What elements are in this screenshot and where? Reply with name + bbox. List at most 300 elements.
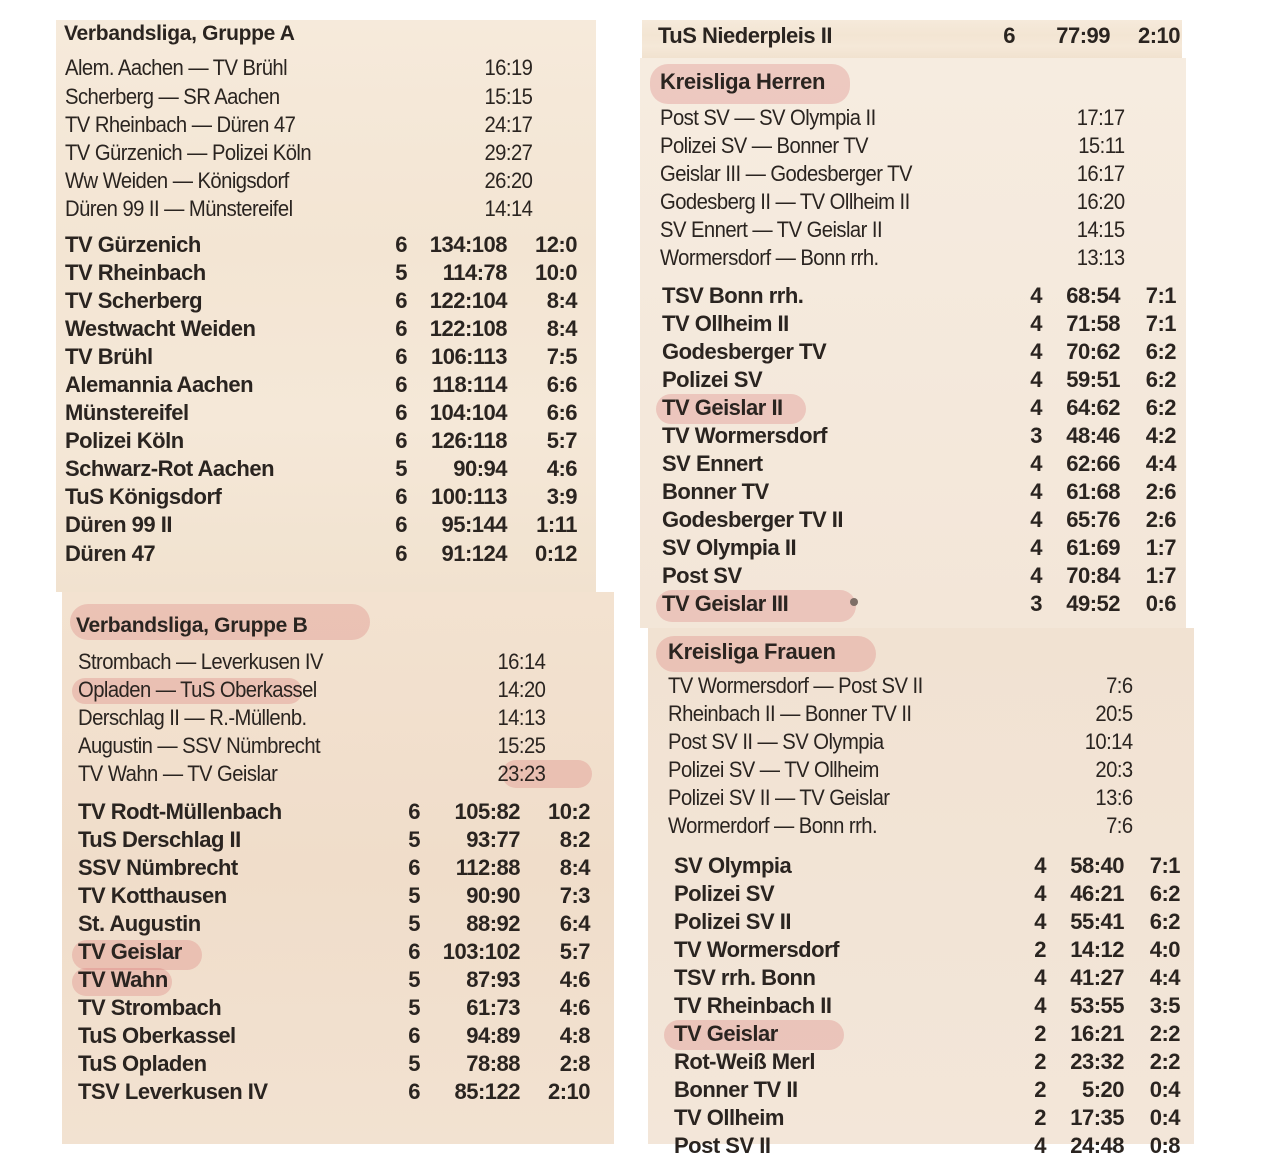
team-name: TV Ollheim xyxy=(674,1105,784,1130)
standings-row xyxy=(662,366,1176,394)
team-name: St. Augustin xyxy=(78,911,201,936)
team-name: TSV Bonn rrh. xyxy=(662,283,804,308)
team-name: TV Rheinbach xyxy=(65,260,206,285)
match-label: Düren 99 II — Münstereifel xyxy=(65,196,293,221)
goals-ratio: 46:21 xyxy=(1070,881,1124,906)
goals-ratio: 93:77 xyxy=(466,827,520,852)
match-label: Alem. Aachen — TV Brühl xyxy=(65,55,288,80)
points: 0:4 xyxy=(1149,1105,1180,1130)
match-label: Wormerdorf — Bonn rrh. xyxy=(668,813,878,838)
match-label: Polizei SV — TV Ollheim xyxy=(668,757,879,782)
points: 4:6 xyxy=(559,967,590,992)
match-score: 14:14 xyxy=(484,196,533,221)
goals-ratio: 65:76 xyxy=(1066,507,1120,532)
goals-ratio: 90:90 xyxy=(466,883,520,908)
points: 1:7 xyxy=(1145,563,1176,588)
result-row xyxy=(660,188,1125,216)
standings-row xyxy=(78,1078,590,1106)
points: 6:4 xyxy=(559,911,590,936)
team-name: Westwacht Weiden xyxy=(65,316,256,341)
goals-ratio: 64:62 xyxy=(1066,395,1120,420)
match-label: Post SV II — SV Olympia xyxy=(668,729,884,754)
standings-row xyxy=(662,506,1176,534)
games-played: 6 xyxy=(395,316,407,341)
team-name: Düren 99 II xyxy=(65,512,172,537)
goals-ratio: 122:108 xyxy=(429,316,507,341)
points: 8:4 xyxy=(546,288,577,313)
goals-ratio: 90:94 xyxy=(453,456,507,481)
result-row xyxy=(65,83,532,111)
standings-row xyxy=(78,938,590,966)
match-score: 20:3 xyxy=(1095,757,1133,782)
points: 2:6 xyxy=(1145,479,1176,504)
team-name: TV Geislar xyxy=(78,939,182,964)
points: 4:6 xyxy=(546,456,577,481)
points: 5:7 xyxy=(546,428,577,453)
games-played: 6 xyxy=(408,799,420,824)
team-name: TV Ollheim II xyxy=(662,311,789,336)
standings-row xyxy=(662,562,1176,590)
section-heading: Verbandsliga, Gruppe B xyxy=(76,614,308,637)
team-name: TuS Derschlag II xyxy=(78,827,241,852)
games-played: 4 xyxy=(1030,563,1042,588)
match-label: Scherberg — SR Aachen xyxy=(65,84,280,109)
result-row xyxy=(668,784,1133,812)
points: 6:2 xyxy=(1145,367,1176,392)
team-name: SV Ennert xyxy=(662,451,763,476)
match-score: 24:17 xyxy=(484,112,533,137)
match-label: TV Wormersdorf — Post SV II xyxy=(668,673,923,698)
goals-ratio: 88:92 xyxy=(466,911,520,936)
goals-ratio: 61:73 xyxy=(466,995,520,1020)
games-played: 6 xyxy=(395,400,407,425)
standings-row xyxy=(78,910,590,938)
points: 6:2 xyxy=(1145,395,1176,420)
clipping-gruppe-a xyxy=(56,20,596,592)
match-label: Opladen — TuS Oberkassel xyxy=(78,677,317,702)
standings-row xyxy=(662,590,1176,618)
clipping-kreisliga-frauen xyxy=(648,628,1194,1158)
games-played: 6 xyxy=(395,541,407,566)
standings-row xyxy=(78,826,590,854)
standings-row xyxy=(65,511,577,539)
match-label: TV Gürzenich — Polizei Köln xyxy=(65,140,312,165)
games-played: 3 xyxy=(1030,423,1042,448)
games-played: 6 xyxy=(395,344,407,369)
games-played: 2 xyxy=(1034,1021,1046,1046)
match-label: Rheinbach II — Bonner TV II xyxy=(668,701,912,726)
standings-row xyxy=(78,882,590,910)
points: 7:5 xyxy=(546,344,577,369)
games-played: 4 xyxy=(1030,479,1042,504)
standings-row xyxy=(65,483,577,511)
games-played: 6 xyxy=(408,1079,420,1104)
games-played: 4 xyxy=(1030,535,1042,560)
goals-ratio: 16:21 xyxy=(1070,1021,1124,1046)
result-row xyxy=(668,672,1133,700)
result-row xyxy=(65,195,532,223)
team-name: Schwarz-Rot Aachen xyxy=(65,456,275,481)
games-played: 4 xyxy=(1030,339,1042,364)
points: 8:4 xyxy=(559,855,590,880)
match-label: Derschlag II — R.-Müllenb. xyxy=(78,705,307,730)
team-name: TV Geislar III xyxy=(662,591,789,616)
team-name: Polizei Köln xyxy=(65,428,184,453)
team-name: Post SV II xyxy=(674,1133,771,1158)
standings-row xyxy=(65,231,577,259)
points: 2:2 xyxy=(1149,1021,1180,1046)
goals-ratio: 41:27 xyxy=(1070,965,1124,990)
match-label: Polizei SV II — TV Geislar xyxy=(668,785,890,810)
goals-ratio: 14:12 xyxy=(1070,937,1124,962)
points: 0:4 xyxy=(1149,1077,1180,1102)
standings-row xyxy=(662,478,1176,506)
match-label: Polizei SV — Bonner TV xyxy=(660,133,868,158)
match-score: 16:17 xyxy=(1076,161,1125,186)
goals-ratio: 48:46 xyxy=(1066,423,1120,448)
match-score: 13:13 xyxy=(1076,245,1125,270)
match-score: 15:25 xyxy=(497,733,546,758)
team-name: TuS Opladen xyxy=(78,1051,207,1076)
team-name: TSV Leverkusen IV xyxy=(78,1079,268,1104)
games-played: 4 xyxy=(1034,881,1046,906)
standings-row xyxy=(662,338,1176,366)
games-played: 6 xyxy=(395,512,407,537)
goals-ratio: 58:40 xyxy=(1070,853,1124,878)
team-name: SV Olympia II xyxy=(662,535,797,560)
points: 6:2 xyxy=(1149,881,1180,906)
result-row xyxy=(660,160,1125,188)
standings-row xyxy=(662,394,1176,422)
team-name: Münstereifel xyxy=(65,400,189,425)
goals-ratio: 94:89 xyxy=(466,1023,520,1048)
games-played: 5 xyxy=(408,827,420,852)
result-row xyxy=(78,648,545,676)
games-played: 4 xyxy=(1034,993,1046,1018)
team-name: Post SV xyxy=(662,563,742,588)
goals-ratio: 23:32 xyxy=(1070,1049,1124,1074)
result-row xyxy=(78,704,545,732)
goals-ratio: 49:52 xyxy=(1066,591,1120,616)
points: 1:11 xyxy=(536,512,577,537)
points: 3:5 xyxy=(1149,993,1180,1018)
team-name: TV Wormersdorf xyxy=(662,423,827,448)
points: 1:7 xyxy=(1145,535,1176,560)
standings-row xyxy=(674,1104,1180,1132)
goals-ratio: 70:62 xyxy=(1066,339,1120,364)
points: 7:3 xyxy=(559,883,590,908)
result-row xyxy=(668,728,1133,756)
points: 3:9 xyxy=(546,484,577,509)
team-name: Alemannia Aachen xyxy=(65,372,254,397)
goals-ratio: 134:108 xyxy=(429,232,507,257)
standings-row xyxy=(65,540,577,568)
points: 2:8 xyxy=(559,1051,590,1076)
standings-row xyxy=(78,798,590,826)
team-name: Bonner TV xyxy=(662,479,769,504)
match-score: 13:6 xyxy=(1095,785,1133,810)
section-heading: Verbandsliga, Gruppe A xyxy=(64,22,295,45)
match-score: 15:15 xyxy=(484,84,533,109)
match-score: 29:27 xyxy=(484,140,533,165)
goals-ratio: 71:58 xyxy=(1066,311,1120,336)
points: 2:2 xyxy=(1149,1049,1180,1074)
goals-ratio: 105:82 xyxy=(454,799,520,824)
goals-ratio: 5:20 xyxy=(1081,1077,1124,1102)
goals-ratio: 87:93 xyxy=(466,967,520,992)
clipping-top-row xyxy=(642,20,1182,58)
standings-row xyxy=(65,287,577,315)
team-name: TV Kotthausen xyxy=(78,883,227,908)
goals-ratio: 106:113 xyxy=(430,344,507,369)
match-label: Post SV — SV Olympia II xyxy=(660,105,876,130)
points: 2:10 xyxy=(1137,23,1180,48)
points: 6:2 xyxy=(1145,339,1176,364)
standings-row xyxy=(674,964,1180,992)
team-name: TuS Königsdorf xyxy=(65,484,222,509)
goals-ratio: 78:88 xyxy=(466,1051,520,1076)
clipping-kreisliga-herren xyxy=(640,58,1186,628)
result-row xyxy=(668,700,1133,728)
games-played: 6 xyxy=(408,1023,420,1048)
team-name: SSV Nümbrecht xyxy=(78,855,238,880)
goals-ratio: 24:48 xyxy=(1070,1133,1124,1158)
goals-ratio: 126:118 xyxy=(430,428,507,453)
goals-ratio: 122:104 xyxy=(429,288,507,313)
points: 4:4 xyxy=(1145,451,1176,476)
games-played: 6 xyxy=(395,484,407,509)
games-played: 6 xyxy=(395,232,407,257)
games-played: 5 xyxy=(408,995,420,1020)
goals-ratio: 68:54 xyxy=(1066,283,1120,308)
points: 12:0 xyxy=(534,232,577,257)
team-name: TV Scherberg xyxy=(65,288,203,313)
games-played: 6 xyxy=(1003,23,1015,48)
match-score: 17:17 xyxy=(1076,105,1125,130)
standings-row xyxy=(65,455,577,483)
points: 0:8 xyxy=(1149,1133,1180,1158)
games-played: 4 xyxy=(1030,395,1042,420)
match-label: TV Rheinbach — Düren 47 xyxy=(65,112,296,137)
match-label: TV Wahn — TV Geislar xyxy=(78,761,278,786)
goals-ratio: 103:102 xyxy=(442,939,520,964)
team-name: TV Wormersdorf xyxy=(674,937,839,962)
result-row xyxy=(65,54,532,82)
games-played: 3 xyxy=(1030,591,1042,616)
points: 10:0 xyxy=(534,260,577,285)
goals-ratio: 61:68 xyxy=(1066,479,1120,504)
goals-ratio: 95:144 xyxy=(441,512,507,537)
team-name: TV Gürzenich xyxy=(65,232,201,257)
team-name: Polizei SV xyxy=(674,881,775,906)
standings-row xyxy=(662,282,1176,310)
games-played: 5 xyxy=(408,967,420,992)
goals-ratio: 77:99 xyxy=(1056,23,1110,48)
team-name: Rot-Weiß Merl xyxy=(674,1049,815,1074)
games-played: 4 xyxy=(1030,451,1042,476)
games-played: 4 xyxy=(1030,283,1042,308)
team-name: TV Rodt-Müllenbach xyxy=(78,799,282,824)
match-score: 7:6 xyxy=(1106,673,1133,698)
standings-row xyxy=(674,1020,1180,1048)
match-label: Wormersdorf — Bonn rrh. xyxy=(660,245,879,270)
games-played: 5 xyxy=(395,456,407,481)
goals-ratio: 53:55 xyxy=(1070,993,1124,1018)
standings-row xyxy=(65,399,577,427)
standings-row xyxy=(65,259,577,287)
result-row xyxy=(660,244,1125,272)
standings-row xyxy=(674,992,1180,1020)
result-row xyxy=(660,216,1125,244)
games-played: 6 xyxy=(408,939,420,964)
points: 4:4 xyxy=(1149,965,1180,990)
team-name: Polizei SV xyxy=(662,367,763,392)
points: 6:6 xyxy=(546,400,577,425)
games-played: 5 xyxy=(395,260,407,285)
games-played: 4 xyxy=(1030,507,1042,532)
result-row xyxy=(65,111,532,139)
goals-ratio: 17:35 xyxy=(1070,1105,1124,1130)
standings-row xyxy=(674,908,1180,936)
team-name: TV Geislar II xyxy=(662,395,783,420)
standings-row xyxy=(65,343,577,371)
standings-row xyxy=(65,427,577,455)
standings-row xyxy=(78,854,590,882)
result-row xyxy=(668,756,1133,784)
match-score: 14:13 xyxy=(497,705,546,730)
standings-row xyxy=(674,1076,1180,1104)
team-name: TV Wahn xyxy=(78,967,168,992)
points: 7:1 xyxy=(1145,283,1176,308)
points: 10:2 xyxy=(547,799,590,824)
section-heading: Kreisliga Frauen xyxy=(668,639,836,664)
match-score: 14:20 xyxy=(497,677,546,702)
points: 6:2 xyxy=(1149,909,1180,934)
goals-ratio: 100:113 xyxy=(430,484,507,509)
points: 2:10 xyxy=(547,1079,590,1104)
goals-ratio: 61:69 xyxy=(1066,535,1120,560)
goals-ratio: 114:78 xyxy=(442,260,507,285)
team-name: TuS Niederpleis II xyxy=(658,23,832,48)
games-played: 4 xyxy=(1034,853,1046,878)
team-name: TV Rheinbach II xyxy=(674,993,832,1018)
result-row xyxy=(660,132,1125,160)
games-played: 4 xyxy=(1034,909,1046,934)
standings-row xyxy=(674,852,1180,880)
result-row xyxy=(65,167,532,195)
points: 2:6 xyxy=(1145,507,1176,532)
team-name: TSV rrh. Bonn xyxy=(674,965,816,990)
team-name: TV Geislar xyxy=(674,1021,778,1046)
match-label: Geislar III — Godesberger TV xyxy=(660,161,912,186)
points: 8:4 xyxy=(546,316,577,341)
standings-row xyxy=(674,1048,1180,1076)
match-score: 16:20 xyxy=(1076,189,1125,214)
goals-ratio: 85:122 xyxy=(454,1079,520,1104)
games-played: 4 xyxy=(1034,1133,1046,1158)
clipping-gruppe-b xyxy=(62,592,614,1144)
games-played: 6 xyxy=(395,288,407,313)
games-played: 4 xyxy=(1030,367,1042,392)
goals-ratio: 118:114 xyxy=(432,372,507,397)
goals-ratio: 104:104 xyxy=(429,400,507,425)
points: 7:1 xyxy=(1145,311,1176,336)
games-played: 2 xyxy=(1034,1105,1046,1130)
team-name: Godesberger TV II xyxy=(662,507,843,532)
points: 4:6 xyxy=(559,995,590,1020)
games-played: 4 xyxy=(1030,311,1042,336)
points: 4:0 xyxy=(1149,937,1180,962)
goals-ratio: 59:51 xyxy=(1066,367,1120,392)
standings-row xyxy=(662,310,1176,338)
match-score: 20:5 xyxy=(1095,701,1133,726)
result-row xyxy=(78,732,545,760)
standings-row xyxy=(65,315,577,343)
standings-row xyxy=(78,994,590,1022)
match-label: Ww Weiden — Königsdorf xyxy=(65,168,289,193)
match-label: Strombach — Leverkusen IV xyxy=(78,649,323,674)
team-name: Düren 47 xyxy=(65,541,156,566)
points: 4:2 xyxy=(1145,423,1176,448)
goals-ratio: 91:124 xyxy=(441,541,507,566)
games-played: 2 xyxy=(1034,937,1046,962)
standings-row xyxy=(78,1050,590,1078)
games-played: 2 xyxy=(1034,1049,1046,1074)
standings-row xyxy=(78,1022,590,1050)
goals-ratio: 112:88 xyxy=(455,855,520,880)
team-name: Polizei SV II xyxy=(674,909,791,934)
games-played: 5 xyxy=(408,883,420,908)
goals-ratio: 62:66 xyxy=(1066,451,1120,476)
points: 5:7 xyxy=(559,939,590,964)
games-played: 6 xyxy=(395,372,407,397)
games-played: 5 xyxy=(408,1051,420,1076)
result-row xyxy=(78,760,545,788)
goals-ratio: 55:41 xyxy=(1070,909,1124,934)
team-name: TV Strombach xyxy=(78,995,222,1020)
standings-row xyxy=(662,450,1176,478)
ink-spot xyxy=(850,598,858,606)
team-name: TuS Oberkassel xyxy=(78,1023,236,1048)
match-score: 14:15 xyxy=(1076,217,1125,242)
match-score: 16:19 xyxy=(484,55,533,80)
games-played: 6 xyxy=(408,855,420,880)
points: 6:6 xyxy=(546,372,577,397)
games-played: 4 xyxy=(1034,965,1046,990)
games-played: 5 xyxy=(408,911,420,936)
result-row xyxy=(660,104,1125,132)
result-row xyxy=(78,676,545,704)
match-label: Augustin — SSV Nümbrecht xyxy=(78,733,321,758)
standings-row xyxy=(662,422,1176,450)
standings-row xyxy=(65,371,577,399)
team-name: Godesberger TV xyxy=(662,339,827,364)
result-row xyxy=(668,812,1133,840)
games-played: 2 xyxy=(1034,1077,1046,1102)
goals-ratio: 70:84 xyxy=(1066,563,1120,588)
section-heading: Kreisliga Herren xyxy=(660,69,826,94)
games-played: 6 xyxy=(395,428,407,453)
standings-row xyxy=(674,1132,1180,1160)
match-label: Godesberg II — TV Ollheim II xyxy=(660,189,910,214)
points: 0:6 xyxy=(1145,591,1176,616)
standings-row xyxy=(78,966,590,994)
points: 7:1 xyxy=(1149,853,1180,878)
standings-row xyxy=(674,880,1180,908)
team-name: SV Olympia xyxy=(674,853,792,878)
match-score: 26:20 xyxy=(484,168,533,193)
match-label: SV Ennert — TV Geislar II xyxy=(660,217,883,242)
